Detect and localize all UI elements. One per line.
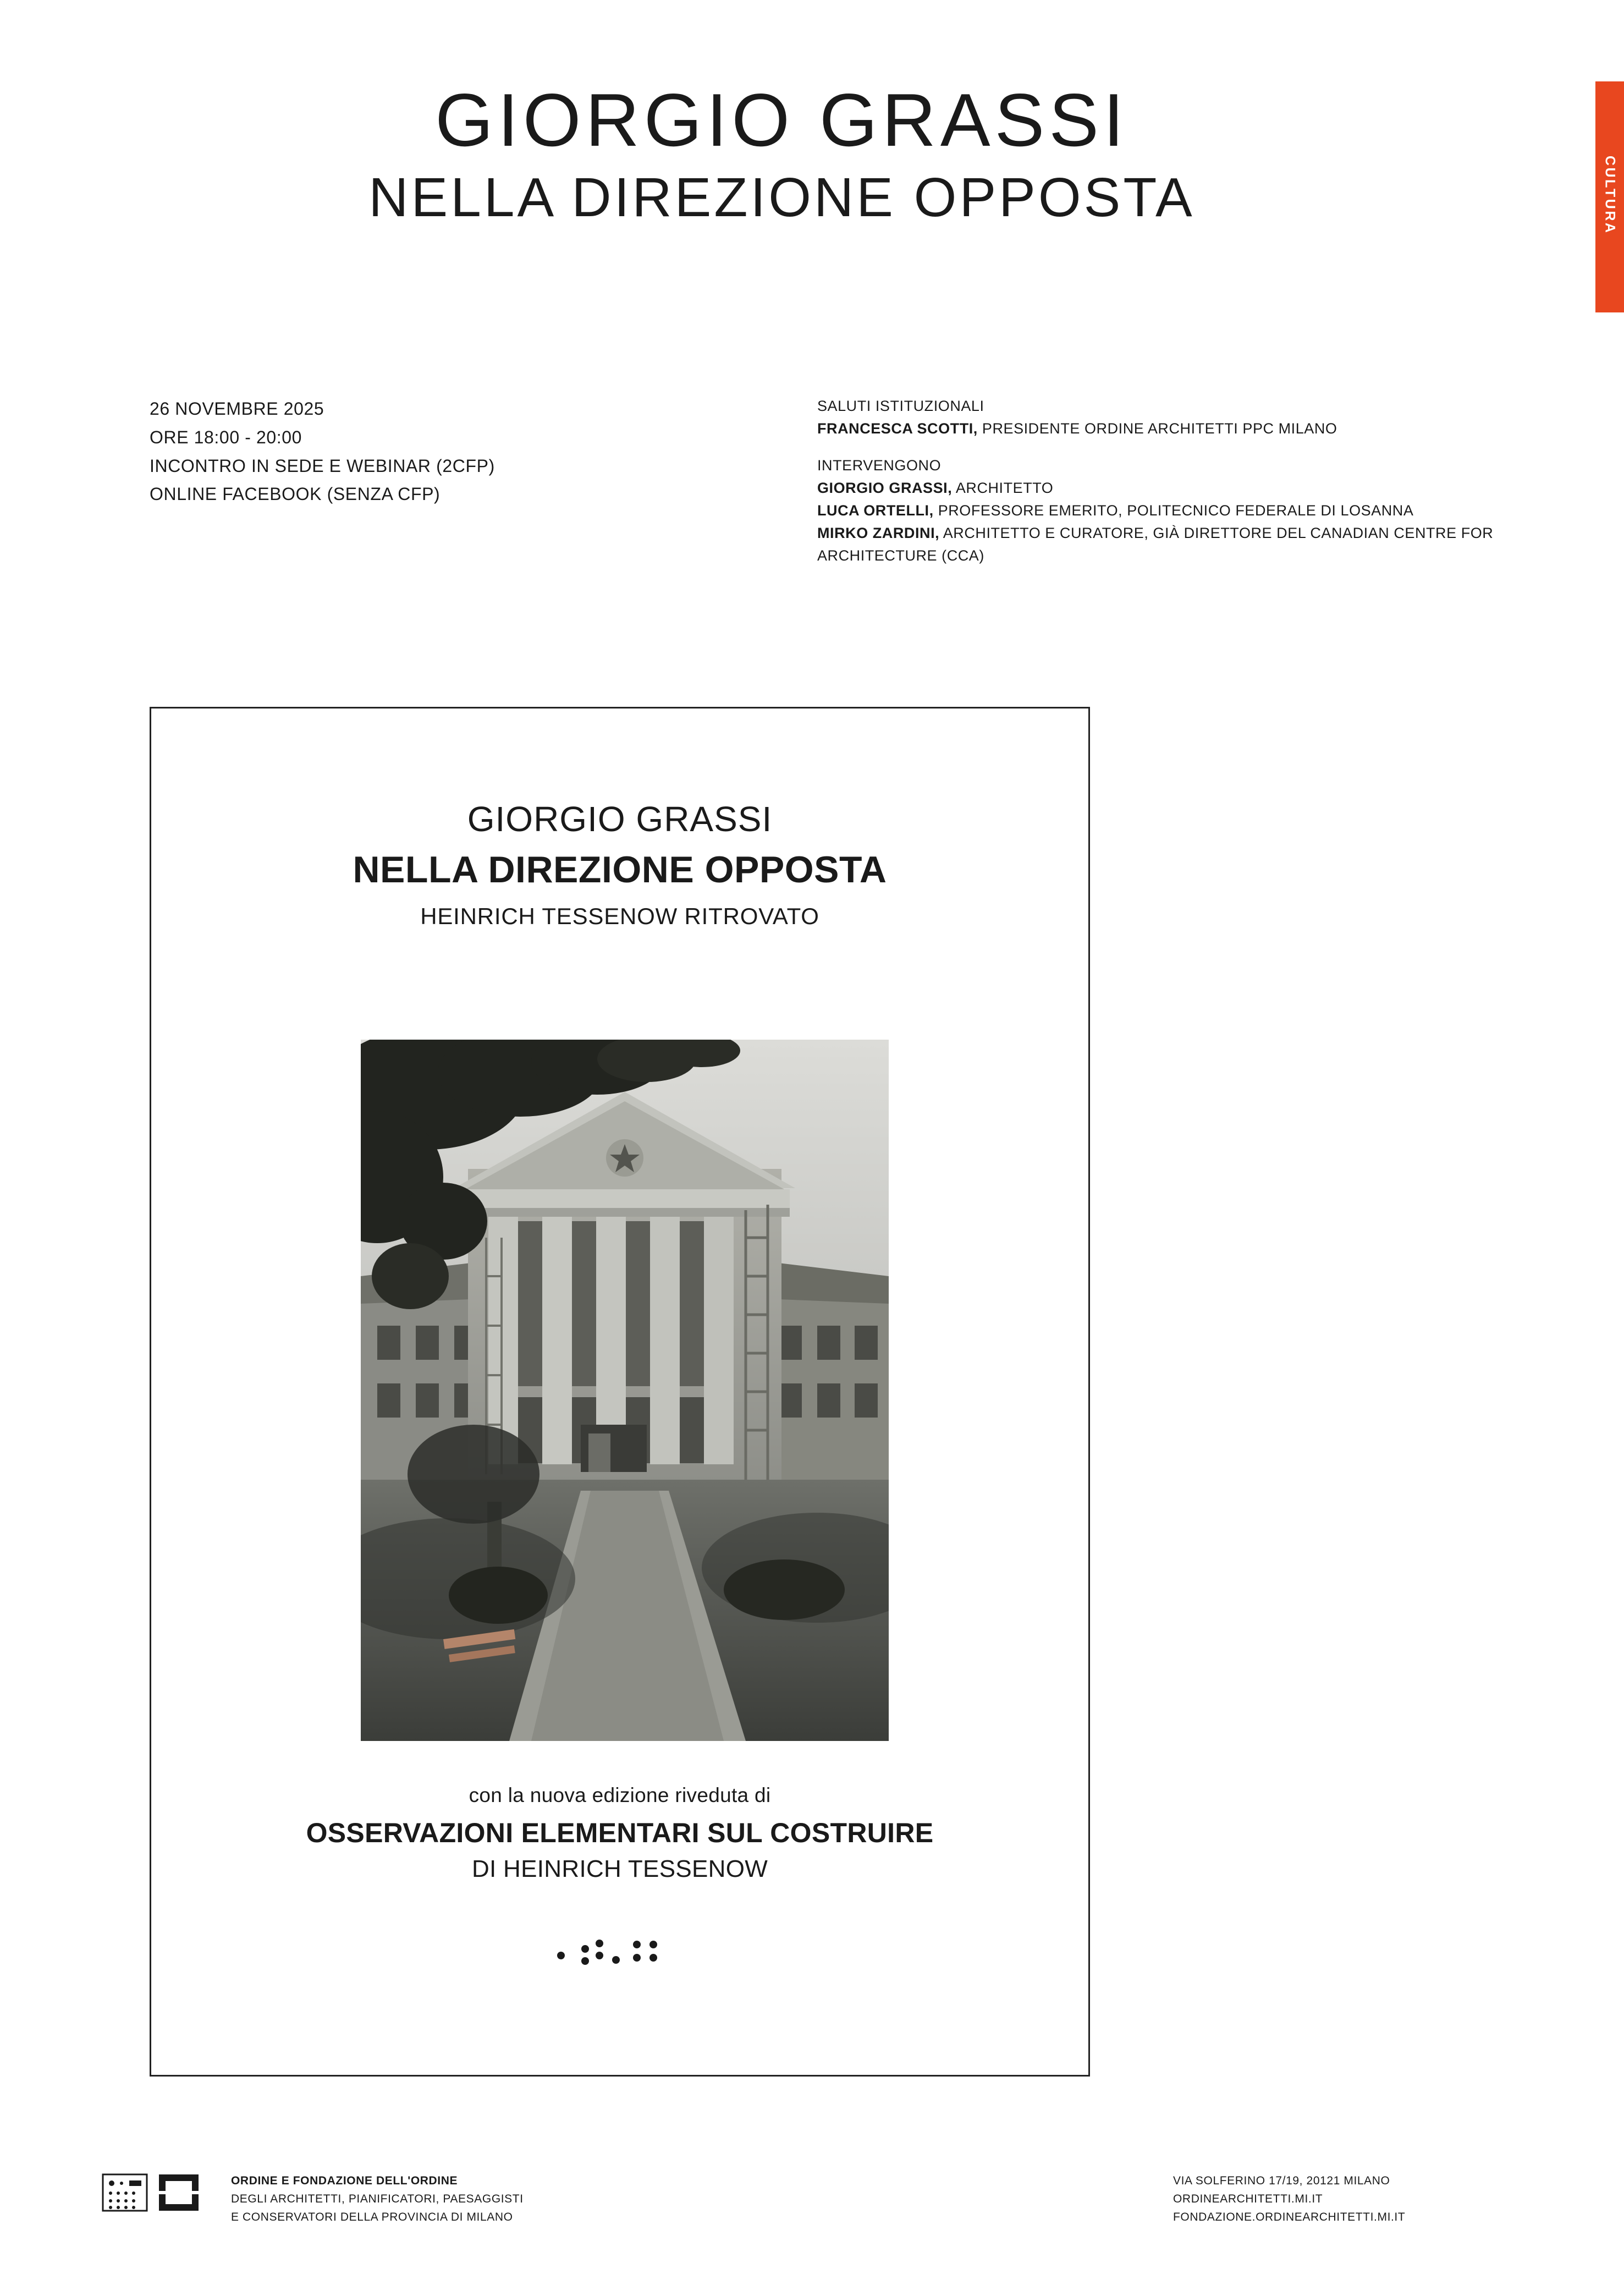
organization-desc-2: E CONSERVATORI DELLA PROVINCIA DI MILANO [231, 2211, 513, 2224]
book-cover-foot-line1: con la nuova edizione riveduta di [469, 1784, 771, 1806]
participant-3-role: ARCHITETTO E CURATORE, GIÀ DIRETTORE DEL CANADIAN CENTRE FOR ARCHITECTURE (CCA) [817, 525, 1494, 564]
participant-1 [817, 477, 1494, 499]
organization-desc-1: DEGLI ARCHITETTI, PIANIFICATORI, PAESAGGISTI [231, 2193, 524, 2206]
event-time: ORE 18:00 - 20:00 [150, 427, 302, 447]
participants-label: INTERVENGONO [817, 457, 942, 474]
greetings-person [817, 418, 1494, 440]
dots-mark-icon [551, 1927, 689, 1971]
book-cover-title: GIORGIO GRASSI [467, 799, 773, 839]
organization-info [231, 2172, 524, 2227]
greetings-label: SALUTI ISTITUZIONALI [817, 398, 984, 414]
event-mode-online: ONLINE FACEBOOK (SENZA CFP) [150, 484, 441, 504]
page-title [0, 78, 1564, 233]
event-details [150, 395, 727, 509]
book-cover-foot-line3: DI HEINRICH TESSENOW [471, 1855, 768, 1882]
contact-info [1173, 2172, 1405, 2227]
page-title-line1: GIORGIO GRASSI [435, 78, 1128, 162]
organization-logo [102, 2170, 206, 2215]
book-cover-foot-line2: OSSERVAZIONI ELEMENTARI SUL COSTRUIRE [306, 1817, 934, 1848]
book-cover-tagline: HEINRICH TESSENOW RITROVATO [420, 903, 819, 929]
publisher-dots-mark [151, 1927, 1088, 1971]
building-photo-illustration [361, 1040, 889, 1741]
institutional-greetings [817, 395, 1494, 440]
category-bar-label: CULTURA [1602, 156, 1618, 235]
participant-2-name: LUCA ORTELLI, [817, 502, 934, 519]
book-cover [150, 707, 1090, 2077]
ordine-logo-icon [102, 2170, 206, 2215]
greetings-person-role: PRESIDENTE ORDINE ARCHITETTI PPC MILANO [977, 420, 1337, 437]
event-mode-inperson: INCONTRO IN SEDE E WEBINAR (2CFP) [150, 455, 495, 476]
contact-website-2[interactable]: FONDAZIONE.ORDINEARCHITETTI.MI.IT [1173, 2211, 1406, 2224]
book-cover-photo [361, 1040, 889, 1741]
participant-2-role: PROFESSORE EMERITO, POLITECNICO FEDERALE DI LOSANNA [933, 502, 1414, 519]
greetings-person-name: FRANCESCA SCOTTI, [817, 420, 978, 437]
contact-address: VIA SOLFERINO 17/19, 20121 MILANO [1173, 2174, 1390, 2187]
participant-1-name: GIORGIO GRASSI, [817, 480, 953, 497]
page-title-line2: NELLA DIREZIONE OPPOSTA [368, 167, 1195, 228]
participant-3 [817, 522, 1494, 567]
book-cover-footer [151, 1784, 1088, 1883]
book-cover-subtitle: NELLA DIREZIONE OPPOSTA [353, 849, 887, 891]
contact-website-1[interactable]: ORDINEARCHITETTI.MI.IT [1173, 2193, 1323, 2206]
organization-name: ORDINE E FONDAZIONE DELL'ORDINE [231, 2174, 458, 2187]
speakers-block [817, 395, 1494, 567]
participant-1-role: ARCHITETTO [952, 480, 1054, 497]
event-date: 26 NOVEMBRE 2025 [150, 399, 324, 419]
participant-3-name: MIRKO ZARDINI, [817, 525, 940, 542]
participants [817, 454, 1494, 567]
participant-2 [817, 499, 1494, 522]
